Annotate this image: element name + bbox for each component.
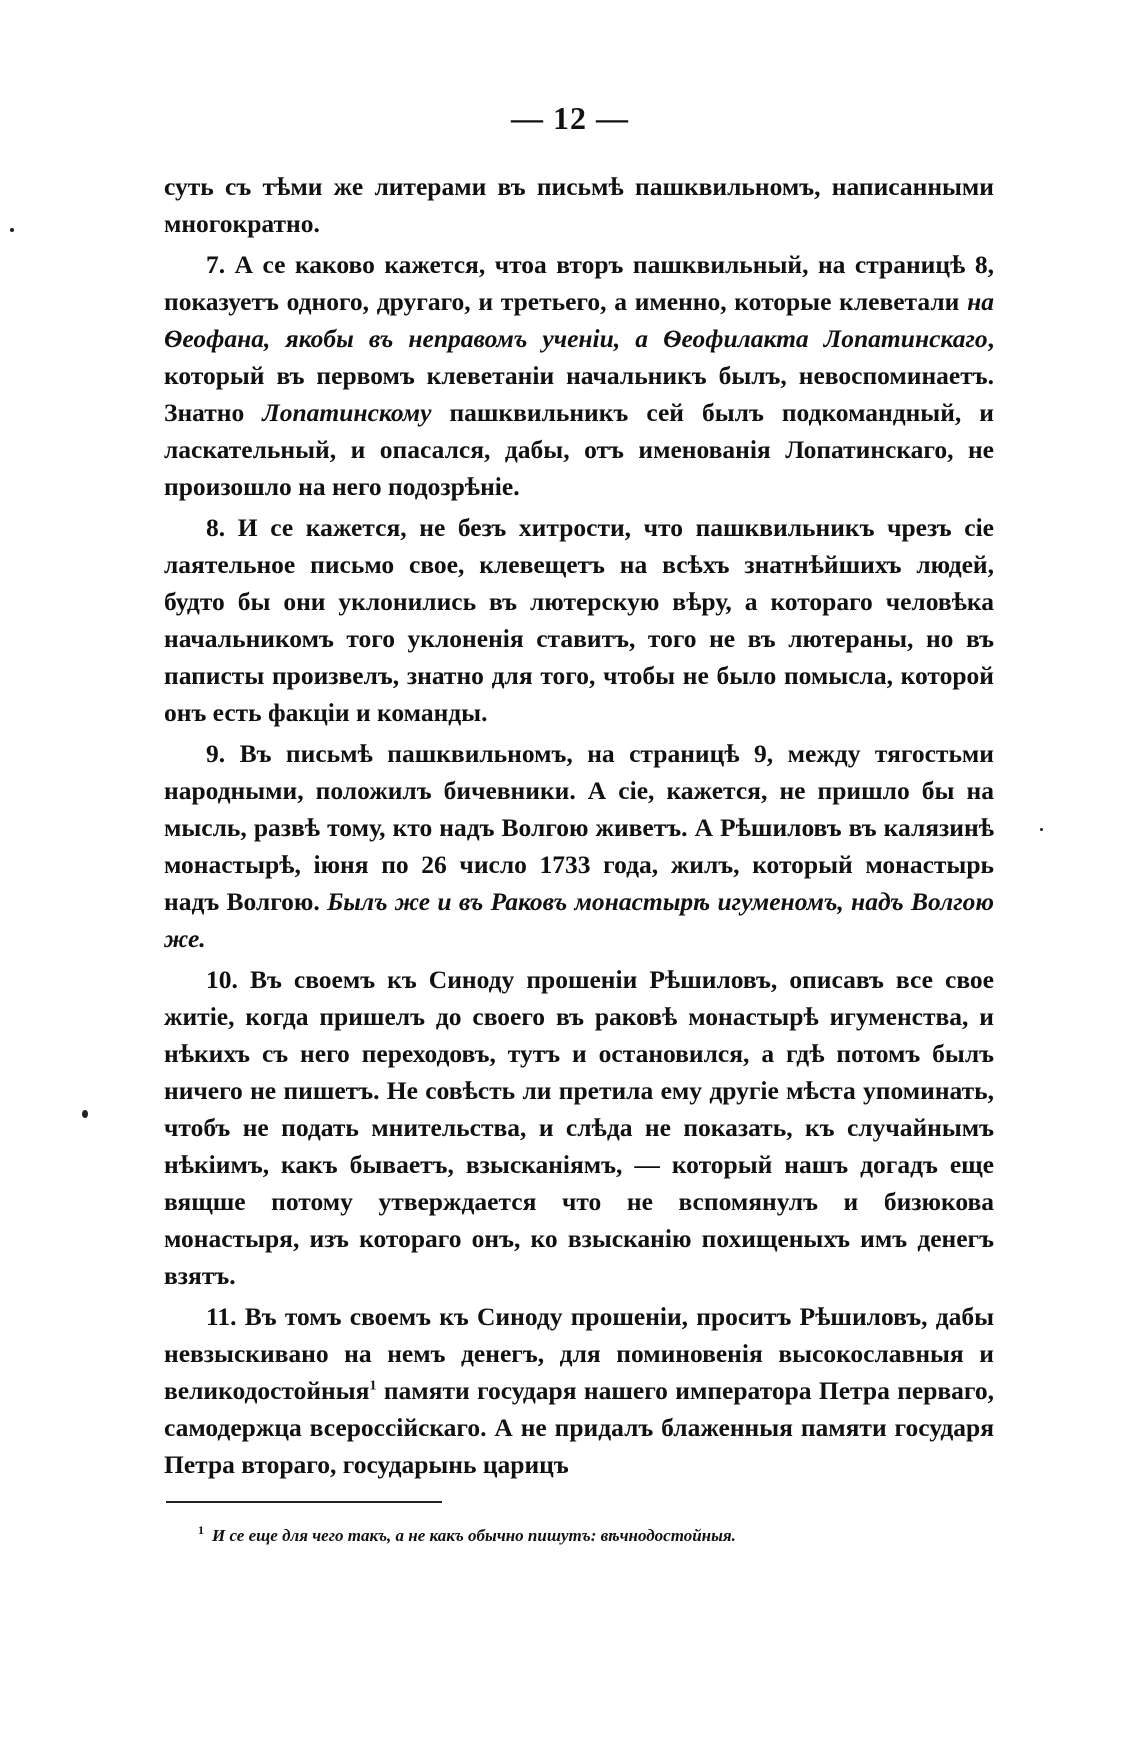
footnote-mark: 1 <box>198 1523 204 1538</box>
paragraph-10 <box>164 961 994 1294</box>
text-run: 9. Въ письмѣ пашквильномъ, на страницѣ 9, между тягостьми народными, положилъ бичевники. А сіе, кажется, не пришло бы на мысль, развѣ тому, кто надъ Волгою живетъ. А Рѣшиловъ въ калязинѣ монастырѣ, іюня по 26 число 1733 года, жилъ, который монастырь надъ Волгою. <box>164 739 994 916</box>
italic-phrase: Былъ же и въ Раковъ монастырѣ игуменомъ, надъ Волгою же. <box>164 887 994 953</box>
text-run: 8. И се кажется, не безъ хитрости, что пашквильникъ чрезъ сіе лаятельное письмо свое, клевещетъ на всѣхъ знатнѣйшихъ людей, будто бы они уклонились въ лютерскую вѣру, а котораго человѣка начальникомъ того уклоненія ставитъ, того не въ лютераны, но въ паписты произвелъ, знатно для того, чтобы не было помысла, которой онъ есть факціи и команды. <box>164 513 994 727</box>
footnote <box>198 1524 988 1548</box>
paragraph-continuation <box>164 168 994 242</box>
footnote-text: И се еще для чего такъ, а не какъ обычно пишутъ: вѣчнодостойныя. <box>212 1526 736 1545</box>
text-run: 11. Въ томъ своемъ къ Синоду прошеніи, проситъ Рѣшиловъ, дабы невзыскивано на немъ денегъ, для поминовенія высокославныя и великодостойныя <box>164 1302 994 1405</box>
paragraph-11 <box>164 1298 994 1483</box>
page-number: — 12 — <box>511 100 629 136</box>
scan-speck <box>82 1110 88 1118</box>
italic-phrase: Лопатинскому <box>262 398 432 427</box>
text-run: , который въ первомъ клеветаніи начальникъ былъ, невоспоминаетъ. Знатно <box>164 324 994 427</box>
paragraph-7 <box>164 246 994 505</box>
text-run: памяти государя нашего императора Петра перваго, самодержца всероссійскаго. А не придалъ блаженныя памяти государя Петра втораго, государынь царицъ <box>164 1376 994 1479</box>
text-run: 10. Въ своемъ къ Синоду прошеніи Рѣшиловъ, описавъ все свое житіе, когда пришелъ до своего въ раковѣ монастырѣ игуменства, и нѣкихъ съ него переходовъ, тутъ и остановился, а гдѣ потомъ былъ ничего не пишетъ. Не совѣсть ли претила ему другіе мѣста упоминать, чтобъ не подать мнительства, и слѣда не показать, къ случайнымъ нѣкіимъ, какъ бываетъ, взысканіямъ, — который нашъ догадъ еще вящше потому утверждается что не вспомянулъ и бизюкова монастыря, изъ котораго онъ, ко взысканію похищеныхъ имъ денегъ взятъ. <box>164 965 994 1290</box>
paragraph-9 <box>164 735 994 957</box>
paragraph-8 <box>164 509 994 731</box>
scan-speck <box>10 228 14 232</box>
footnote-divider <box>166 1501 442 1503</box>
main-text <box>164 168 994 1487</box>
text-run: суть съ тѣми же литерами въ письмѣ пашквильномъ, написанными многократно. <box>164 172 994 238</box>
italic-phrase: на Ѳеофана, якобы въ неправомъ ученіи, а Ѳеофилакта Лопатинскаго <box>164 287 994 353</box>
scan-speck <box>1040 828 1043 831</box>
text-run: 7. А се каково кажется, чтоа вторъ пашквильный, на страницѣ 8, показуетъ одного, другаго, и третьего, а именно, которые клеветали <box>164 250 994 316</box>
footnote-reference: 1 <box>369 1378 377 1394</box>
text-run: пашквильникъ сей былъ подкомандный, и ласкательный, и опасался, дабы, отъ именованія Лопатинскаго, не произошло на него подозрѣніе. <box>164 398 994 501</box>
